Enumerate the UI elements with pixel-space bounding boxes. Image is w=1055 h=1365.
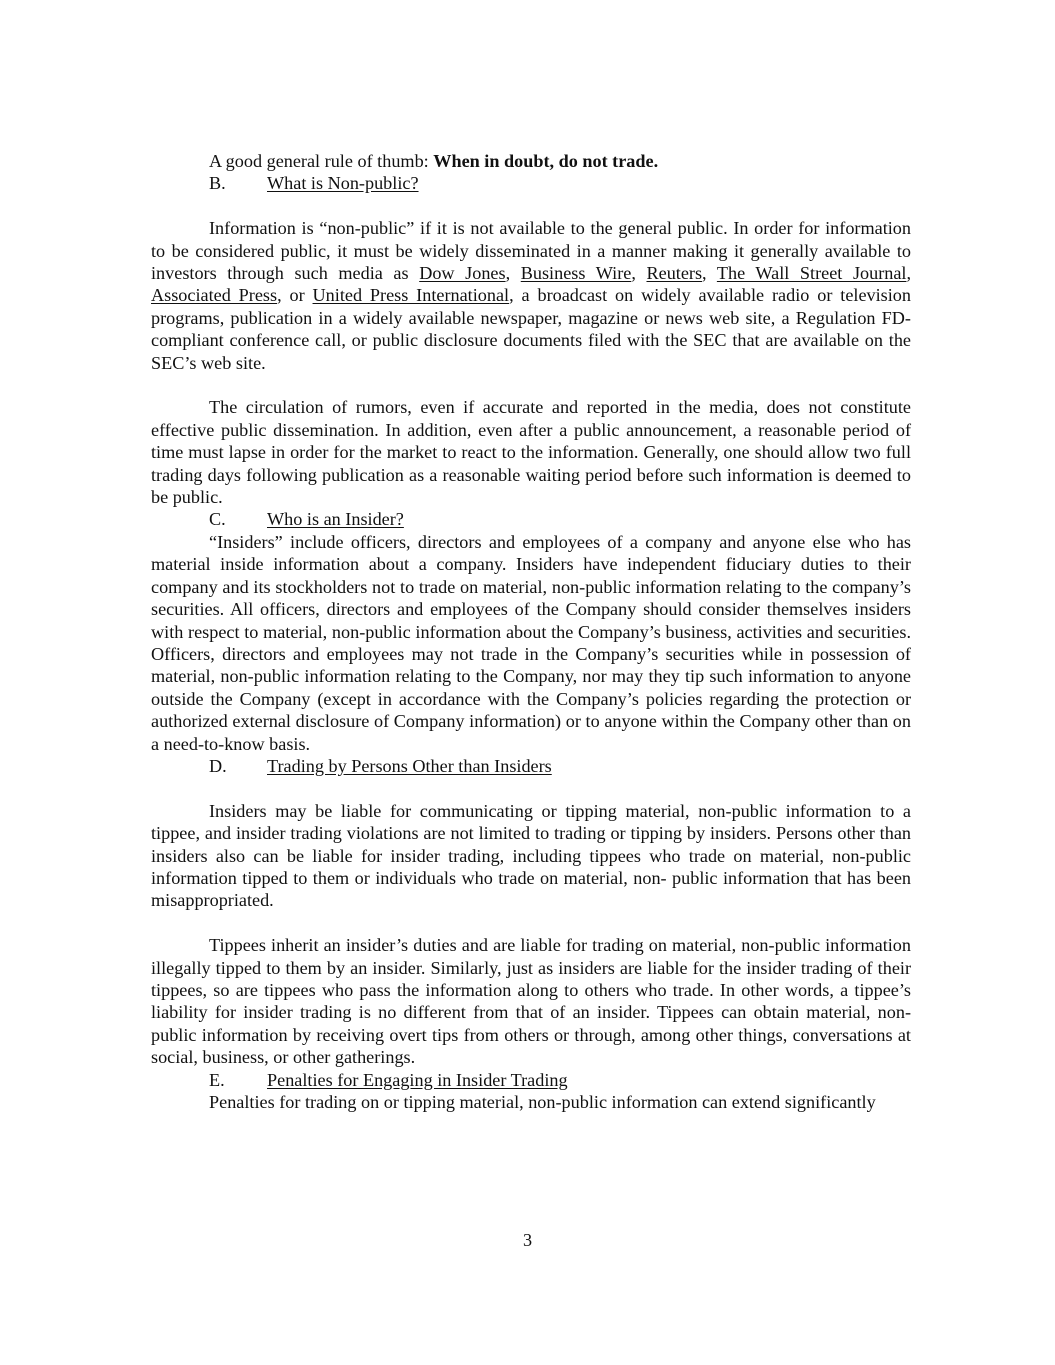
section-d-paragraph-2: Tippees inherit an insider’s duties and are liable for trading on material, non-public information illegally tipped to them by an insider. Similarly, just as insiders are liable for the insider trading of their tippees, so are tippees who pass the information along to others who trade. In other words, a tippee’s liability for insider trading is no different from that of an insider. Tippees can obtain material, non-public information by receiving overt tips from others or through, among other things, conversations at social, business, or other gatherings. [151, 935, 911, 1068]
media-associated-press: Associated Press [151, 285, 278, 306]
separator: , [631, 263, 647, 284]
section-d-title: Trading by Persons Other than Insiders [267, 755, 552, 776]
section-b-letter: B. [209, 173, 226, 194]
rule-of-thumb-lead: A good general rule of thumb: [209, 151, 434, 171]
page-number: 3 [522, 1230, 533, 1250]
media-wall-street-journal: The Wall Street Journal [716, 263, 907, 284]
section-e-letter: E. [209, 1069, 225, 1090]
separator: , [505, 263, 521, 284]
section-d-heading [151, 755, 911, 777]
section-b-p1-text-2: , a broadcast on widely available radio or television programs, publication in a widely available newspaper, magazine or news web site, a Regulation FD-compliant conference call, or public disclosure documents filed with the SEC that are available on the SEC’s web site. [151, 285, 911, 373]
section-b-paragraph-1 [151, 217, 911, 374]
media-business-wire: Business Wire [520, 263, 632, 284]
section-d-letter: D. [209, 755, 227, 776]
media-reuters: Reuters [646, 263, 703, 284]
separator: , [702, 263, 717, 284]
section-c-paragraph-1: “Insiders” include officers, directors and employees of a company and anyone else who has material inside information about a company. Insiders have independent fiduciary duties to their company and its stockholders not to trade on material, non-public information relating to the company’s securities. All officers, directors and employees of the Company should consider themselves insiders with respect to material, non-public information about the Company’s business, activities and securities. Officers, directors and employees may not trade in the Company’s securities while in possession of material, non-public information relating to the Company, nor may they tip such information to anyone outside the Company (except in accordance with the Company’s policies regarding the protection or authorized external disclosure of Company information) or to anyone within the Company other than on a need-to-know basis. [151, 531, 911, 754]
section-e-title: Penalties for Engaging in Insider Trading [267, 1069, 568, 1090]
section-c-title: Who is an Insider? [267, 509, 404, 530]
section-e-paragraph-1: Penalties for trading on or tipping material, non-public information can extend significantly [209, 1092, 876, 1112]
media-united-press-international: United Press International [312, 285, 510, 306]
section-d-paragraph-1: Insiders may be liable for communicating or tipping material, non-public information to a tippee, and insider trading violations are not limited to trading or tipping by insiders. Persons other than insiders also can be liable for insider trading, including tippees who trade on material, non-public information tipped to them or individuals who trade on material, non- public information that has been misappropriated. [151, 800, 911, 911]
section-b-title: What is Non-public? [267, 173, 419, 194]
separator: , [906, 263, 912, 284]
rule-of-thumb [151, 150, 911, 172]
section-e-heading [151, 1069, 911, 1091]
section-b-heading [151, 172, 911, 194]
separator: , or [277, 285, 313, 306]
document-page [151, 150, 911, 1113]
section-b-paragraph-2: The circulation of rumors, even if accurate and reported in the media, does not constitute effective public dissemination. In addition, even after a public announcement, a reasonable period of time must lapse in order for the market to react to the information. Generally, one should allow two full trading days following publication as a reasonable waiting period before such information is deemed to be public. [151, 397, 911, 508]
rule-of-thumb-emphasis: When in doubt, do not trade. [433, 151, 659, 171]
section-c-letter: C. [209, 509, 226, 530]
section-c-heading [151, 508, 911, 530]
media-dow-jones: Dow Jones [419, 263, 506, 284]
section-b-p1-text-1: Information is “non-public” if it is not available to the general public. In order for information to be considered public, it must be widely disseminated in a manner making it generally available to investors through such media as [151, 218, 911, 284]
